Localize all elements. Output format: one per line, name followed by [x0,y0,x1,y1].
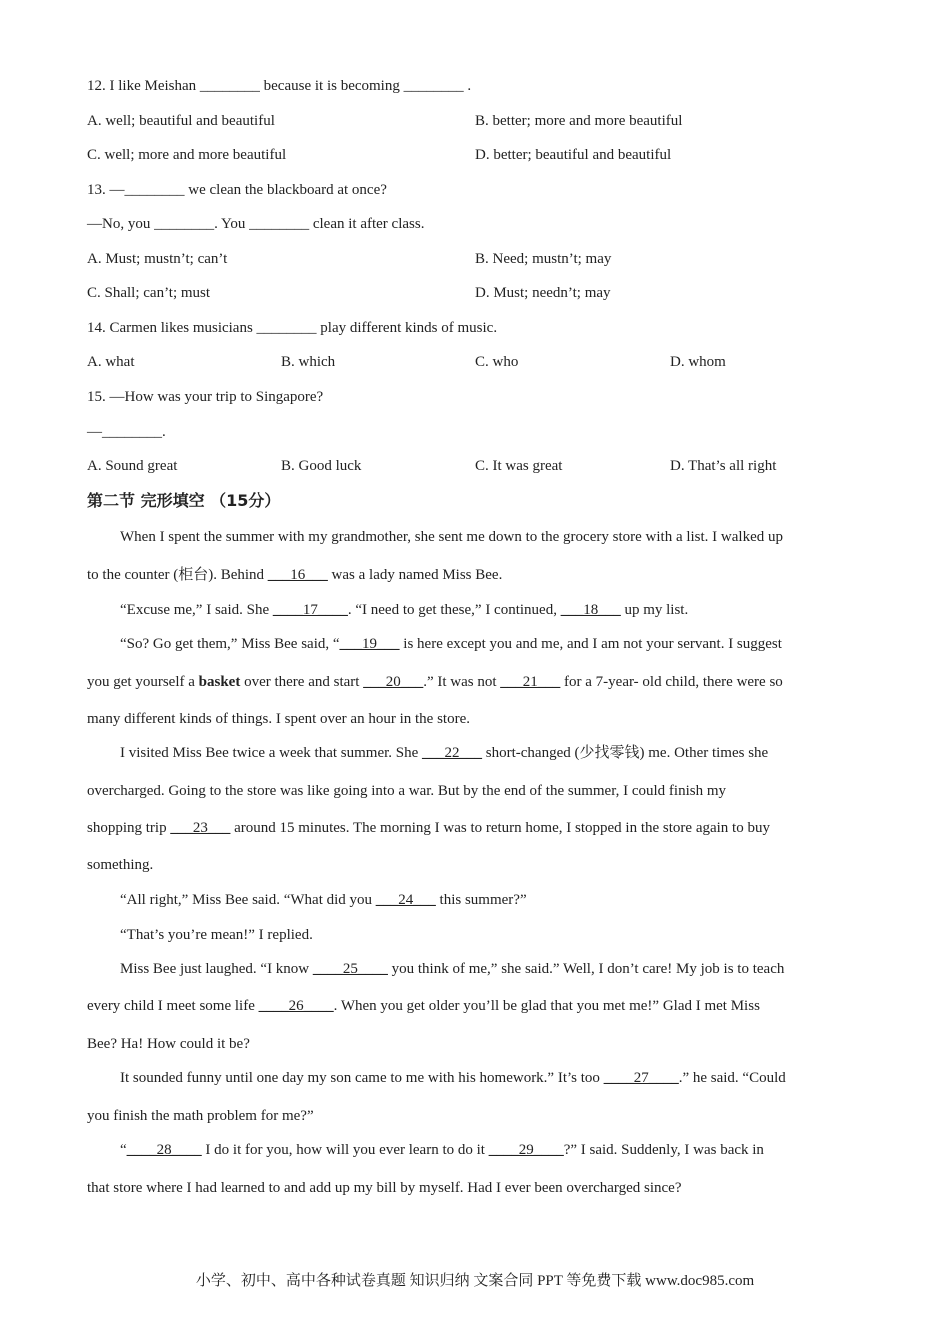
passage-text: around 15 minutes. The morning I was to return home, I stopped in the store again to buy [230,820,770,836]
q12-option-a: A. well; beautiful and beautiful [87,113,275,129]
passage-text: “Excuse me,” I said. She [120,602,273,618]
passage-text: shopping trip [87,820,171,836]
passage-line: something. [87,857,154,873]
q14-option-a: A. what [87,354,135,370]
passage-line: Bee? Ha! How could it be? [87,1036,250,1052]
q13-stem-2: —No, you ________. You ________ clean it after class. [87,216,425,232]
blank-16: ___16___ [267,567,328,583]
passage-text: short-changed (少找零钱) me. Other times she [482,745,769,761]
blank-21: ___21___ [500,674,561,690]
q12-option-b: B. better; more and more beautiful [475,113,683,129]
passage-line [87,959,784,979]
blank-28: ____28____ [126,1142,202,1158]
q12-option-c: C. well; more and more beautiful [87,147,287,163]
q13-option-b: B. Need; mustn’t; may [475,251,612,267]
q13-option-d: D. Must; needn’t; may [475,285,611,301]
passage-line [87,672,783,692]
q12-stem: 12. I like Meishan ________ because it is becoming ________ . [87,78,472,94]
blank-24: ___24___ [375,892,436,908]
q13-option-c: C. Shall; can’t; must [87,285,211,301]
blank-25: ____25____ [312,961,388,977]
passage-line [87,1068,786,1088]
passage-line: you finish the math problem for me?” [87,1108,314,1124]
passage-line [87,600,688,620]
q13-option-a: A. Must; mustn’t; can’t [87,251,228,267]
passage-line [87,634,782,654]
passage-text: “All right,” Miss Bee said. “What did you [120,892,376,908]
passage-line [87,1140,764,1160]
blank-23: ___23___ [170,820,231,836]
passage-text: was a lady named Miss Bee. [327,567,503,583]
passage-line: When I spent the summer with my grandmother, she sent me down to the grocery store with a list. I walked up [120,529,783,545]
passage-text: .” It was not [423,674,501,690]
q15-option-b: B. Good luck [281,458,362,474]
passage-text: “ [120,1142,127,1158]
passage-line: overcharged. Going to the store was like going into a war. But by the end of the summer, I could finish my [87,783,726,799]
blank-26: ____26____ [258,998,334,1014]
q15-option-d: D. That’s all right [670,458,777,474]
q15-option-a: A. Sound great [87,458,178,474]
passage-text: Miss Bee just laughed. “I know [120,961,313,977]
blank-18: ___18___ [560,602,621,618]
q14-option-d: D. whom [670,354,726,370]
section-heading: 第二节 完形填空 （15分） [87,491,281,510]
blank-22: ___22___ [422,745,483,761]
passage-text: I do it for you, how will you ever learn to do it [201,1142,489,1158]
passage-text: It sounded funny until one day my son came to me with his homework.” It’s too [120,1070,604,1086]
passage-text: . “I need to get these,” I continued, [347,602,561,618]
q15-stem-1: 15. —How was your trip to Singapore? [87,389,324,405]
q15-stem-2: —________. [87,424,166,440]
passage-line [87,818,770,838]
passage-line: many different kinds of things. I spent over an hour in the store. [87,711,470,727]
bold-word-basket: basket [198,674,241,690]
q13-stem-1: 13. —________ we clean the blackboard at once? [87,182,387,198]
passage-text: .” he said. “Could [678,1070,786,1086]
passage-text: ?” I said. Suddenly, I was back in [563,1142,764,1158]
passage-line [87,996,760,1016]
passage-line [87,890,527,910]
q14-option-c: C. who [475,354,519,370]
q12-option-d: D. better; beautiful and beautiful [475,147,672,163]
passage-text: up my list. [620,602,689,618]
passage-line: that store where I had learned to and add up my bill by myself. Had I ever been overcharged since? [87,1180,682,1196]
passage-text: to the counter (柜台). Behind [87,567,268,583]
passage-text: over there and start [240,674,364,690]
passage-line [87,743,768,763]
passage-text: . When you get older you’ll be glad that you met me!” Glad I met Miss [333,998,760,1014]
passage-text: you think of me,” she said.” Well, I don’t care! My job is to teach [387,961,785,977]
blank-19: ___19___ [339,636,400,652]
passage-text: “So? Go get them,” Miss Bee said, “ [120,636,340,652]
passage-text: every child I meet some life [87,998,259,1014]
blank-17: ____17____ [272,602,348,618]
blank-29: ____29____ [488,1142,564,1158]
q14-stem: 14. Carmen likes musicians ________ play different kinds of music. [87,320,498,336]
passage-text: you get yourself a [87,674,199,690]
passage-text: this summer?” [435,892,527,908]
q14-option-b: B. which [281,354,336,370]
page-footer: 小学、初中、高中各种试卷真题 知识归纳 文案合同 PPT 等免费下载 www.doc985.com [195,1273,755,1289]
blank-27: ____27____ [603,1070,679,1086]
blank-20: ___20___ [363,674,424,690]
passage-text: is here except you and me, and I am not your servant. I suggest [399,636,782,652]
q15-option-c: C. It was great [475,458,563,474]
passage-line [87,565,502,585]
passage-text: for a 7-year- old child, there were so [560,674,783,690]
passage-line: “That’s you’re mean!” I replied. [120,927,313,943]
passage-text: I visited Miss Bee twice a week that summer. She [120,745,423,761]
